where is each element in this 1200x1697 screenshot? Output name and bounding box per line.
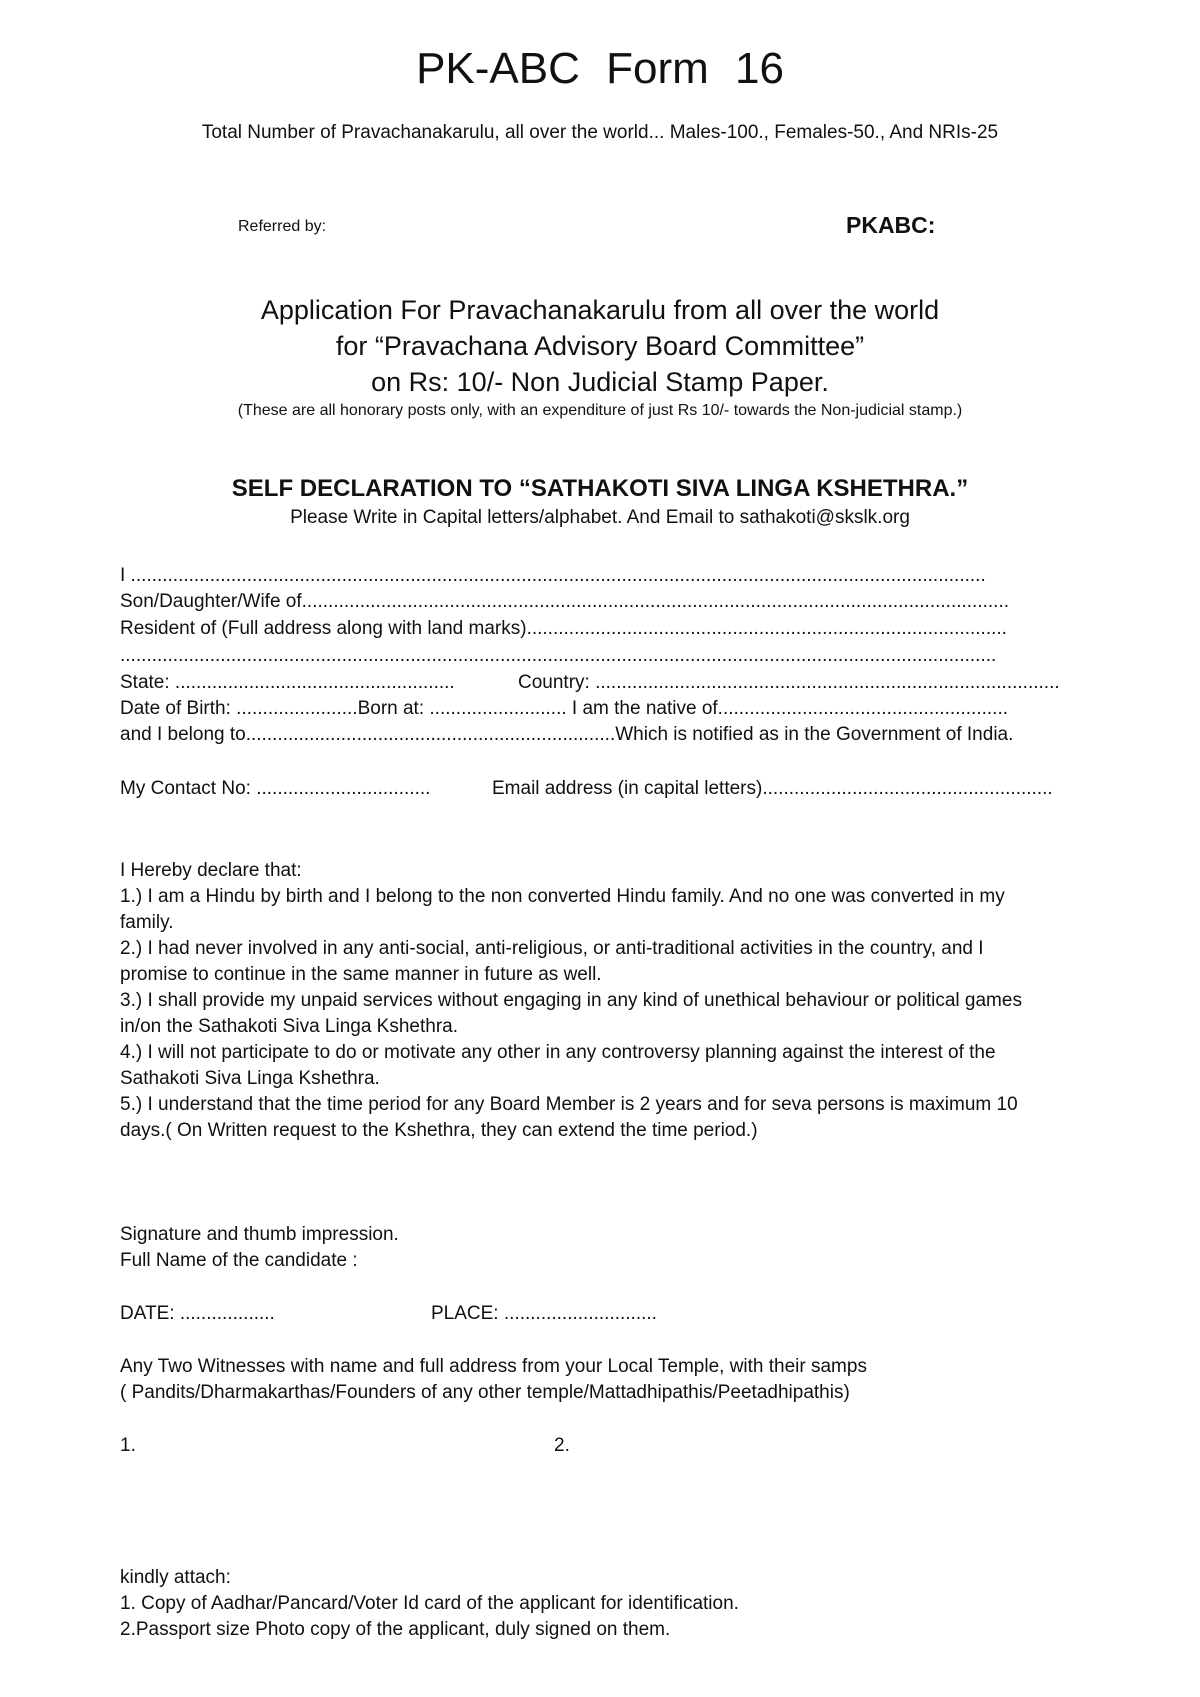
attach-item-2: 2.Passport size Photo copy of the applicant, duly signed on them. bbox=[120, 1619, 671, 1640]
attach-title: kindly attach: bbox=[120, 1567, 231, 1588]
point-2-line-2: promise to continue in the same manner in future as well. bbox=[120, 964, 602, 985]
contact-field[interactable]: My Contact No: ................................. bbox=[120, 778, 431, 799]
address-line-2-field[interactable]: ...................................................................................................................................................................... bbox=[120, 645, 997, 666]
name-field[interactable]: I .................................................................................................................................................................. bbox=[120, 565, 986, 586]
declaration-instruction: Please Write in Capital letters/alphabet. And Email to sathakoti@skslk.org bbox=[290, 507, 910, 528]
date-field[interactable]: DATE: .................. bbox=[120, 1303, 275, 1324]
country-field[interactable]: Country: ........................................................................................ bbox=[518, 672, 1060, 693]
application-line-1: Application For Pravachanakarulu from all over the world bbox=[260, 295, 940, 325]
email-field[interactable]: Email address (in capital letters)....................................................... bbox=[492, 778, 1053, 799]
place-field[interactable]: PLACE: ............................. bbox=[431, 1303, 657, 1324]
witness-instruction-2: ( Pandits/Dharmakarthas/Founders of any other temple/Mattadhipathis/Peetadhipathis) bbox=[120, 1382, 850, 1403]
witness-2-slot[interactable]: 2. bbox=[554, 1435, 570, 1456]
state-field[interactable]: State: ..................................................... bbox=[120, 672, 455, 693]
relation-field[interactable]: Son/Daughter/Wife of...................................................................................................................................... bbox=[120, 591, 1010, 612]
point-2-line-1: 2.) I had never involved in any anti-social, anti-religious, or anti-traditional activities in the country, and I bbox=[120, 938, 984, 959]
point-1-line-1: 1.) I am a Hindu by birth and I belong to the non converted Hindu family. And no one was converted in my bbox=[120, 886, 1005, 907]
full-name-label[interactable]: Full Name of the candidate : bbox=[120, 1250, 358, 1271]
declaration-title: SELF DECLARATION TO “SATHAKOTI SIVA LINGA KSHETHRA.” bbox=[231, 475, 969, 502]
point-1-line-2: family. bbox=[120, 912, 174, 933]
honorary-note: (These are all honorary posts only, with an expenditure of just Rs 10/- towards the Non-judicial stamp.) bbox=[237, 402, 963, 419]
pkabc-label: PKABC: bbox=[846, 212, 936, 238]
signature-label: Signature and thumb impression. bbox=[120, 1224, 399, 1245]
point-4-line-2: Sathakoti Siva Linga Kshethra. bbox=[120, 1068, 380, 1089]
attach-item-1: 1. Copy of Aadhar/Pancard/Voter Id card of the applicant for identification. bbox=[120, 1593, 739, 1614]
point-4-line-1: 4.) I will not participate to do or motivate any other in any controversy planning against the interest of the bbox=[120, 1042, 996, 1063]
point-3-line-1: 3.) I shall provide my unpaid services without engaging in any kind of unethical behaviour or political games bbox=[120, 990, 1022, 1011]
belong-to-field[interactable]: and I belong to......................................................................Which is notified as in the Government of India. bbox=[120, 724, 1014, 745]
birth-details-field[interactable]: Date of Birth: .......................Born at: .......................... I am the native of....................................................... bbox=[120, 698, 1008, 719]
point-3-line-2: in/on the Sathakoti Siva Linga Kshethra. bbox=[120, 1016, 459, 1037]
resident-field[interactable]: Resident of (Full address along with land marks)........................................................................................... bbox=[120, 618, 1007, 639]
point-5-line-2: days.( On Written request to the Kshethra, they can extend the time period.) bbox=[120, 1120, 758, 1141]
referred-by-label: Referred by: bbox=[238, 218, 327, 235]
witness-instruction-1: Any Two Witnesses with name and full address from your Local Temple, with their samps bbox=[120, 1356, 867, 1377]
point-5-line-1: 5.) I understand that the time period for any Board Member is 2 years and for seva persons is maximum 10 bbox=[120, 1094, 1018, 1115]
declare-intro: I Hereby declare that: bbox=[120, 860, 302, 881]
form-title: PK-ABC Form 16 bbox=[416, 44, 784, 93]
totals-line: Total Number of Pravachanakarulu, all over the world... Males-100., Females-50., And NRIs-25 bbox=[201, 122, 999, 143]
application-line-2: for “Pravachana Advisory Board Committee” bbox=[335, 331, 865, 361]
witness-1-slot[interactable]: 1. bbox=[120, 1435, 136, 1456]
application-line-3: on Rs: 10/- Non Judicial Stamp Paper. bbox=[371, 367, 829, 397]
